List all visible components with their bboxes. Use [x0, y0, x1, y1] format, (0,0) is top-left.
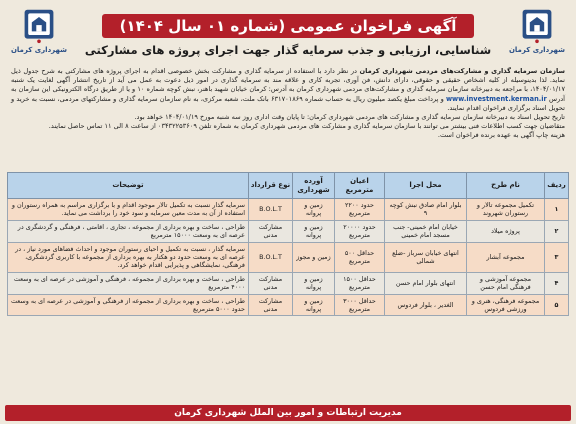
table-row: [8, 242, 569, 272]
municipality-emblem-icon: [519, 8, 555, 44]
project-area: حداقل ۳۰۰۰ مترمربع: [335, 294, 385, 316]
notice-title: آگهی فراخوان عمومی (شماره ۰۱ سال ۱۴۰۴): [102, 14, 475, 38]
logo-caption: شهرداری کرمان: [508, 46, 566, 54]
contract-type: مشارکت مدنی: [249, 220, 293, 242]
header-row-number: ردیف: [545, 173, 569, 199]
municipality-share: زمین و پروانه: [293, 294, 335, 316]
intro-text: [5, 66, 571, 172]
project-area: حدود ۲۲۰۰ مترمربع: [335, 199, 385, 221]
project-description: سرمایه گذار نسبت به تکمیل تالار موجود اقدام و با برگزاری مراسم به همراه رستوران و استفاده از آن به مدت معین سرمایه و سود خود را برداشت می نماید.: [8, 199, 249, 221]
project-name: مجموعه فرهنگی، هنری و ورزشی فردوس: [467, 294, 545, 316]
contract-type: B.O.L.T: [249, 199, 293, 221]
project-name: مجموعه آموزشی و فرهنگی امام حسن: [467, 272, 545, 294]
intro-lead: سازمان سرمایه گذاری و مشارکت‌های مردمی شهرداری کرمان: [359, 67, 565, 75]
delivery-date-text: تاریخ تحویل اسناد به دبیرخانه سازمان سرمایه گذاری و مشارکت های مردمی شهرداری کرمان: تا پایان وقت اداری روز سه شنبه مورخ ۱۴۰۴/۰۱/۱۹ خواهد بود.: [134, 113, 565, 122]
project-area: حداقل ۱۵۰۰ مترمربع: [335, 272, 385, 294]
table-row: [8, 220, 569, 242]
contract-type: مشارکت مدنی: [249, 294, 293, 316]
header-municipality-share: آورده شهرداری: [293, 173, 335, 199]
contract-type: مشارکت مدنی: [249, 272, 293, 294]
logo-caption: شهرداری کرمان: [10, 46, 68, 54]
project-name: مجموعه آبشار: [467, 242, 545, 272]
logo-right: [509, 8, 565, 64]
project-area: حداقل ۵۰۰ مترمربع: [335, 242, 385, 272]
header-description: توضیحات: [8, 173, 249, 199]
municipality-share: زمین و پروانه: [293, 199, 335, 221]
row-number: ۵: [545, 294, 569, 316]
table-row: [8, 294, 569, 316]
row-number: ۲: [545, 220, 569, 242]
project-description: طراحی ، ساخت و بهره برداری از مجموعه از فرهنگی و آموزشی در عرصه ای به وسعت حدود ۵۰۰۰ مترمربع: [8, 294, 249, 316]
projects-table: [7, 172, 569, 316]
header-titles: [85, 14, 491, 57]
project-location: خیابان امام خمینی- جنب مسجد امام خمینی: [385, 220, 467, 242]
row-number: ۳: [545, 242, 569, 272]
project-location: انتهای خیابان سرباز -ضلع شمالی: [385, 242, 467, 272]
header-location: محل اجرا: [385, 173, 467, 199]
contact-info-text: متقاضیان جهت کسب اطلاعات فنی بیشتر می توانند با سازمان سرمایه گذاری و مشارکت های مردمی شهرداری کرمان به شماره تلفن ۰۳۴۳۲۲۵۳۶۰۹ از ساعت ۸ الی ۱۱ تماس حاصل نمایند.: [48, 122, 565, 131]
table-row: [8, 199, 569, 221]
header-contract-type: نوع قرارداد: [249, 173, 293, 199]
investment-website-link[interactable]: www.investment.kerman.ir: [445, 94, 547, 103]
intro-paragraph: [11, 67, 565, 113]
table-header-row: [8, 173, 569, 199]
logo-left: [11, 8, 67, 64]
project-name: تکمیل مجموعه تالار و رستوران شهروند: [467, 199, 545, 221]
municipality-share: زمین و پروانه: [293, 220, 335, 242]
project-name: پروژه میلاد: [467, 220, 545, 242]
projects-table-wrap: [5, 172, 571, 402]
footer-banner: مدیریت ارتباطات و امور بین الملل شهرداری کرمان: [5, 405, 571, 421]
municipality-emblem-icon: [21, 8, 57, 44]
row-number: ۱: [545, 199, 569, 221]
municipality-share: زمین و مجوز: [293, 242, 335, 272]
project-description: طراحی ، ساخت و بهره برداری از مجموعه ، تجاری ، اقامتی ، فرهنگی و گردشگری در عرصه ای به وسعت ۱۵۰۰۰ مترمربع: [8, 220, 249, 242]
header-project-name: نام طرح: [467, 173, 545, 199]
row-number: ۴: [545, 272, 569, 294]
contract-type: B.O.L.T: [249, 242, 293, 272]
municipality-share: زمین و پروانه: [293, 272, 335, 294]
header-building-area: اعیان مترمربع: [335, 173, 385, 199]
project-description: سرمایه گذار ، نسبت به تکمیل و احیای رستوران موجود و احداث فضاهای مورد نیاز ، در عرصه ای به وسعت حدود دو هکتار به بهره برداری از مجموعه با کاربری گردشگری، فرهنگی، نمایشگاهی و پذیرایی اقدام خواهد کرد.: [8, 242, 249, 272]
fee-note-text: هزینه چاپ آگهی به عهده برنده فراخوان است.: [437, 131, 565, 140]
notice-header: [5, 4, 571, 66]
intro-body-2: و پرداخت مبلغ یکصد میلیون ریال به حساب شماره ۶۳۱۷۰۱۸۶۹ بانک ملت، شعبه مرکزی، به نام سازمان سرمایه گذاری و مشارکتهای مردمی، نسبت به خرید و تحویل اسناد برگزاری فراخوان اقدام نمایند.: [11, 94, 565, 112]
notice-subtitle: شناسایی، ارزیابی و جذب سرمایه گذار جهت اجرای پروژه های مشارکتی: [84, 42, 492, 57]
project-location: بلوار امام صادق نبش کوچه ۹: [385, 199, 467, 221]
project-description: طراحی ، ساخت و بهره برداری از مجموعه ، فرهنگی و آموزشی در عرصه ای به وسعت ۴۰۰۰ مترمربع: [8, 272, 249, 294]
project-location: انتهای بلوار امام حسن: [385, 272, 467, 294]
project-location: الغدیر ، بلوار فردوس: [385, 294, 467, 316]
project-area: حدود ۲۰۰۰۰ مترمربع: [335, 220, 385, 242]
table-row: [8, 272, 569, 294]
intro-body-1: در نظر دارد با استفاده از سرمایه گذاری و مشارکت بخش خصوصی اقدام به اجرای پروژه های مشارکتی به شرح جدول ذیل نماید. لذا بدینوسیله از کلیه اشخاص حقیقی و حقوقی، دارای دانش، فن آوری، تجربه کاری و علاقه مند به سرمایه گذاری در امور ذیل دعوت به عمل می آید از تاریخ انتشار آگهی لغایت یک شنبه ۱۴۰۴/۰۱/۱۷، با مراجعه به دبیرخانه سازمان سرمایه گذاری و مشارکت‌های مردمی شهرداری کرمان به آدرس: کرمان خیابان شهید باهنر، نبش کوچه شماره ۱۰ و یا از طریق درگاه الکترونیکی این سازمان به آدرس: [11, 67, 565, 103]
